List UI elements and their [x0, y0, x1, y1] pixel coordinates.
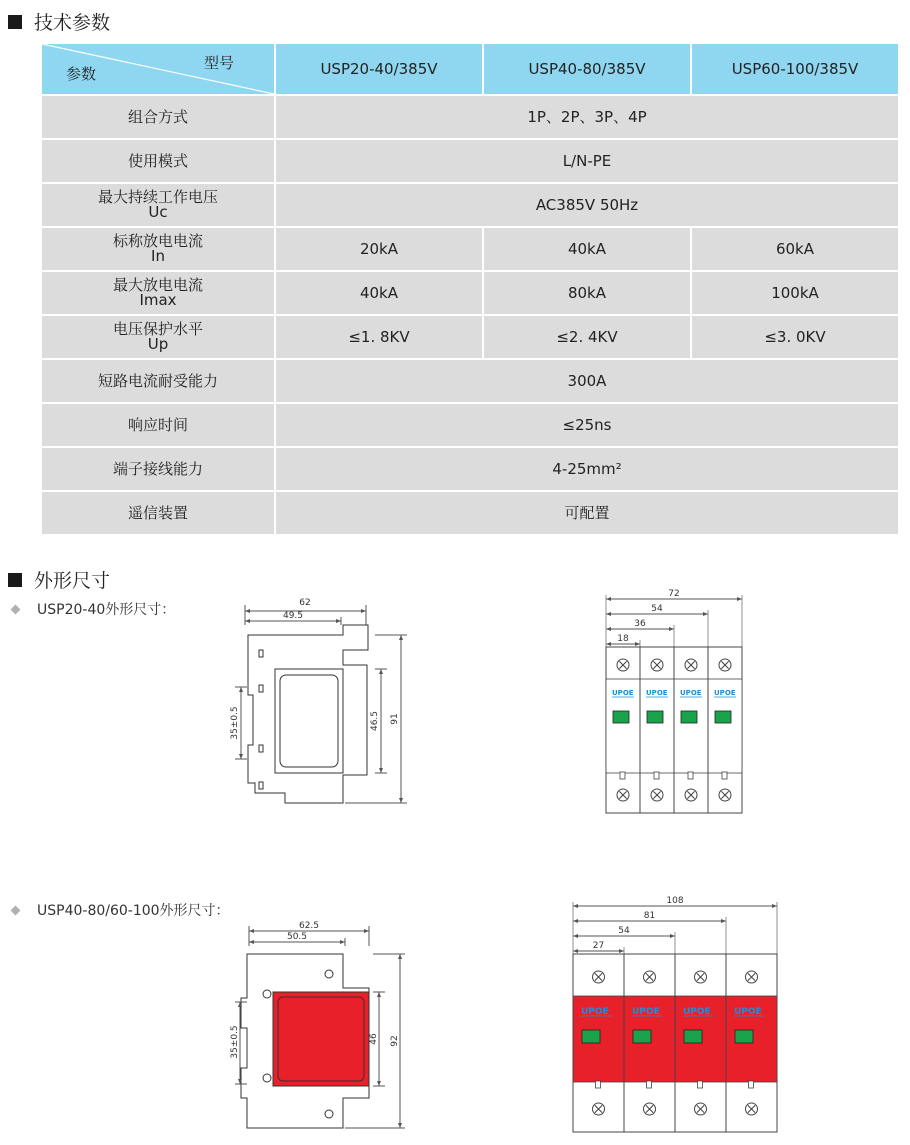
- table-header-row: [42, 44, 898, 94]
- dim-front-width: 72: [668, 589, 680, 599]
- row-label-cell: [42, 316, 274, 358]
- row-value-cell: 40kA: [484, 228, 690, 270]
- row-label-cell: [42, 228, 274, 270]
- table-row: [42, 140, 898, 182]
- side-view-drawing-2: [225, 918, 415, 1140]
- row-value-cell: 4-25mm²: [276, 448, 898, 490]
- row-value-cell: 80kA: [484, 272, 690, 314]
- status-indicator-window: [684, 1030, 702, 1043]
- drawing1-caption-text: USP20-40外形尺寸：: [37, 602, 176, 618]
- corner-label-model: 型号: [203, 54, 234, 72]
- drawing1-caption: [12, 599, 175, 619]
- dim-side1-inner-width: 49.5: [282, 611, 304, 621]
- diamond-bullet-icon: [11, 905, 21, 915]
- brand-logo-text: UPOE: [714, 689, 736, 697]
- row-label-symbol: Up: [147, 335, 169, 353]
- table-row: [42, 360, 898, 402]
- row-label: 响应时间: [127, 415, 188, 434]
- row-label: 最大放电电流: [112, 276, 203, 294]
- table-row: [42, 96, 898, 138]
- dim-front-width: 36: [634, 619, 646, 629]
- dim-front-width: 108: [666, 896, 684, 906]
- row-label: 短路电流耐受能力: [97, 371, 218, 390]
- row-label: 最大持续工作电压: [97, 188, 218, 206]
- drawing2-caption-text: USP40-80/60-100外形尺寸：: [37, 903, 230, 919]
- row-label-symbol: Imax: [139, 291, 177, 309]
- row-label-symbol: In: [151, 247, 165, 265]
- row-label: 标称放电电流: [112, 232, 203, 250]
- row-label-cell: [42, 492, 274, 534]
- corner-label-param: 参数: [66, 65, 97, 83]
- status-indicator-window: [681, 711, 697, 723]
- row-label: 组合方式: [127, 107, 188, 126]
- row-value-cell: 1P、2P、3P、4P: [276, 96, 898, 138]
- dim-side2-front-height: 46: [369, 1033, 379, 1045]
- dim-side1-rail: 35±0.5: [230, 706, 240, 740]
- model-header-2: USP40-80/385V: [484, 44, 690, 94]
- table-row: [42, 316, 898, 358]
- dim-front-width: 54: [618, 926, 630, 936]
- brand-logo-text: UPOE: [632, 1007, 660, 1017]
- section-title-params: [8, 8, 110, 35]
- row-value-cell: 可配置: [276, 492, 898, 534]
- drawing2-caption: [12, 900, 230, 920]
- dim-front-width: 27: [592, 941, 605, 951]
- row-label: 端子接线能力: [112, 459, 203, 478]
- table-row: [42, 228, 898, 270]
- status-indicator-window: [735, 1030, 753, 1043]
- brand-logo-text: UPOE: [646, 689, 668, 697]
- row-label-cell: [42, 360, 274, 402]
- row-value-cell: ≤2. 4KV: [484, 316, 690, 358]
- row-value-cell: 40kA: [276, 272, 482, 314]
- row-label-symbol: Uc: [148, 203, 168, 221]
- table-row: [42, 272, 898, 314]
- row-value-cell: AC385V 50Hz: [276, 184, 898, 226]
- table-row: [42, 184, 898, 226]
- section-title-text: 外形尺寸: [34, 570, 111, 592]
- row-label-cell: [42, 184, 274, 226]
- status-indicator-window: [647, 711, 663, 723]
- row-label: 使用模式: [127, 151, 188, 170]
- dim-front-width: 81: [643, 911, 656, 921]
- brand-logo-text: UPOE: [680, 689, 702, 697]
- row-label-cell: [42, 140, 274, 182]
- row-value-cell: 100kA: [692, 272, 898, 314]
- section-title-dimensions: [8, 566, 110, 593]
- row-value-cell: ≤25ns: [276, 404, 898, 446]
- table-row: [42, 404, 898, 446]
- status-indicator-window: [633, 1030, 651, 1043]
- side-view-drawing-1: [225, 595, 415, 810]
- brand-logo-text: UPOE: [734, 1007, 762, 1017]
- status-indicator-window: [613, 711, 629, 723]
- params-table: [40, 42, 900, 536]
- dim-side2-total-width: 62.5: [298, 921, 320, 931]
- model-header-1: USP20-40/385V: [276, 44, 482, 94]
- dim-side2-rail: 35±0.5: [230, 1025, 240, 1059]
- brand-logo-text: UPOE: [683, 1007, 711, 1017]
- row-value-cell: ≤3. 0KV: [692, 316, 898, 358]
- model-header-3: USP60-100/385V: [692, 44, 898, 94]
- row-label-cell: [42, 272, 274, 314]
- status-indicator-window: [582, 1030, 600, 1043]
- front-view-drawing-2: [565, 892, 785, 1134]
- row-label: 遥信装置: [127, 503, 188, 522]
- brand-logo-text: UPOE: [612, 689, 634, 697]
- dim-side1-front-height: 46.5: [370, 710, 380, 732]
- square-bullet-icon: [8, 15, 22, 29]
- brand-logo-text: UPOE: [581, 1007, 609, 1017]
- diamond-bullet-icon: [11, 604, 21, 614]
- row-value-cell: ≤1. 8KV: [276, 316, 482, 358]
- dim-side1-height: 91: [390, 713, 400, 725]
- row-label-cell: [42, 404, 274, 446]
- dim-side2-inner-width: 50.5: [286, 932, 308, 942]
- square-bullet-icon: [8, 573, 22, 587]
- dim-side1-total-width: 62: [299, 598, 311, 608]
- row-value-cell: 20kA: [276, 228, 482, 270]
- dim-side2-height: 92: [390, 1035, 400, 1047]
- row-label: 电压保护水平: [112, 320, 203, 338]
- dim-front-width: 54: [651, 604, 663, 614]
- row-label-cell: [42, 96, 274, 138]
- row-value-cell: 60kA: [692, 228, 898, 270]
- table-corner-cell: [42, 44, 274, 94]
- row-value-cell: 300A: [276, 360, 898, 402]
- dim-front-width: 18: [617, 634, 629, 644]
- row-value-cell: L/N-PE: [276, 140, 898, 182]
- front-view-drawing-1: [598, 585, 748, 817]
- status-indicator-window: [715, 711, 731, 723]
- row-label-cell: [42, 448, 274, 490]
- section-title-text: 技术参数: [34, 12, 111, 34]
- table-row: [42, 448, 898, 490]
- table-row: [42, 492, 898, 534]
